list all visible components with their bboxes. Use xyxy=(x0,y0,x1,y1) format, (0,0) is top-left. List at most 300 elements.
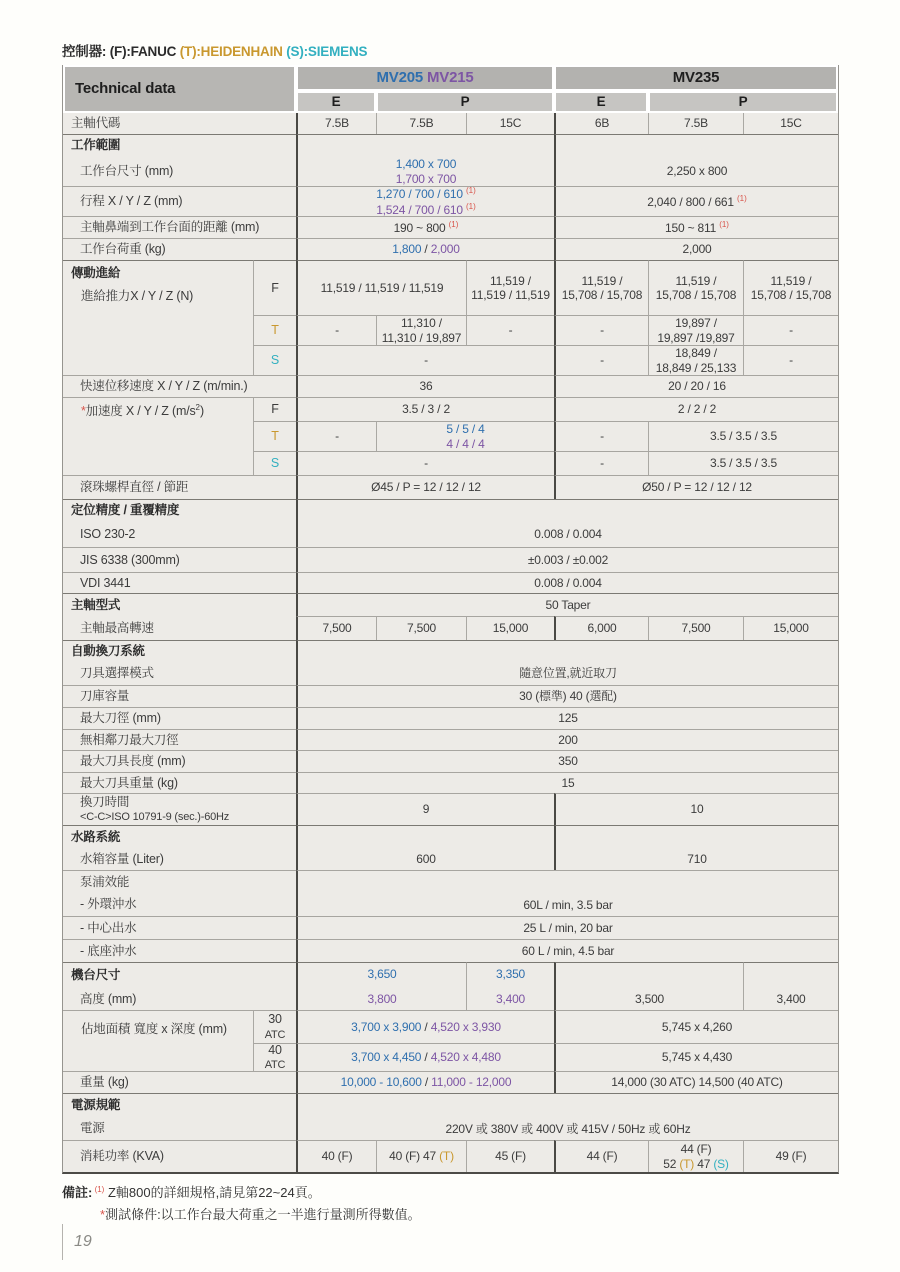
text-part: 3,800 xyxy=(367,991,397,1006)
text-part: 18,849 / 25,133 xyxy=(655,360,737,375)
text-part: 主軸型式 xyxy=(71,597,121,612)
text-part: (T) xyxy=(679,1156,695,1171)
text-part: 7,500 xyxy=(322,621,352,636)
text-part: MV215 xyxy=(423,69,474,87)
cell-line xyxy=(71,289,193,304)
sub-label xyxy=(253,1043,296,1071)
value-cell xyxy=(466,315,554,345)
text-part: 電源規範 xyxy=(71,1098,121,1113)
text-part: 5,745 x 4,430 xyxy=(661,1050,733,1065)
text-part: 2,000 xyxy=(682,242,712,257)
text-part: - xyxy=(600,429,604,444)
text-part: 10,000 - 10,600 xyxy=(340,1075,422,1090)
cell-line xyxy=(656,361,736,375)
value-cell xyxy=(296,451,554,475)
text-part: 25 L / min, 20 bar xyxy=(523,920,613,935)
text-part: 3,400 xyxy=(776,992,806,1007)
text-part: / xyxy=(421,1075,432,1090)
text-part: 44 (F) xyxy=(586,1149,618,1164)
footnotes xyxy=(62,1179,421,1226)
cell-line xyxy=(382,331,462,345)
text-part: JIS 6338 (300mm) xyxy=(80,552,180,567)
cell-line xyxy=(471,288,550,302)
text-part: 7.5B xyxy=(684,116,708,131)
gear-column-header xyxy=(648,91,838,113)
value-cell xyxy=(296,238,554,260)
text-part: (F):FANUC xyxy=(109,44,177,59)
text-part: 定位精度 / 重覆精度 xyxy=(71,503,180,518)
row-label xyxy=(63,475,296,499)
text-part: 最大刀徑 (mm) xyxy=(80,711,161,726)
text-part: 換刀時間 xyxy=(80,794,130,809)
value-cell xyxy=(743,962,838,1010)
text-part: F xyxy=(271,402,279,417)
text-part: 主軸最高轉速 xyxy=(80,620,154,635)
text-part: (1) xyxy=(466,201,476,211)
text-part: 3.5 / 3.5 / 3.5 xyxy=(709,429,778,444)
value-cell xyxy=(554,216,838,238)
text-part: 0.008 / 0.004 xyxy=(534,575,602,590)
sub-label xyxy=(253,397,296,421)
value-cell xyxy=(296,825,554,870)
text-part: 19,897 /19,897 xyxy=(657,330,735,345)
section-label xyxy=(63,825,296,848)
text-part: 無相鄰刀最大刀徑 xyxy=(80,732,179,747)
value-cell xyxy=(296,1010,554,1043)
section-label xyxy=(63,499,296,521)
row-label xyxy=(63,772,296,793)
value-cell xyxy=(296,572,838,593)
gear-column-header xyxy=(554,91,648,113)
text-part: / xyxy=(421,242,431,257)
cell-line xyxy=(392,242,459,256)
text-part: 15C xyxy=(499,116,522,131)
text-part: 3.5 / 3 / 2 xyxy=(402,402,450,417)
text-part: 15C xyxy=(780,116,802,131)
value-cell xyxy=(466,962,554,1010)
value-cell xyxy=(296,707,838,729)
text-part: 4 / 4 / 4 xyxy=(446,436,485,451)
row-label xyxy=(63,939,296,962)
text-part: 40 (F) xyxy=(321,1149,353,1164)
cell-line xyxy=(496,992,525,1006)
value-cell xyxy=(554,1010,838,1043)
text-part: 15,708 / 15,708 xyxy=(750,288,832,302)
text-part: 15 xyxy=(561,775,575,790)
value-cell xyxy=(296,397,554,421)
row-label xyxy=(63,661,296,685)
value-cell xyxy=(296,870,838,916)
text-part: E xyxy=(596,94,606,110)
text-part: 11,519 / xyxy=(770,273,812,288)
value-cell xyxy=(296,793,554,825)
row-label xyxy=(63,113,296,134)
text-part: - xyxy=(789,323,793,338)
text-part: ±0.003 / ±0.002 xyxy=(527,552,609,567)
row-label xyxy=(63,793,296,825)
gear-column-header xyxy=(296,91,376,113)
text-part: 行程 X / Y / Z (mm) xyxy=(80,194,183,209)
text-part: 6,000 xyxy=(587,621,617,636)
cell-line xyxy=(389,1149,454,1163)
value-cell xyxy=(554,113,648,134)
text-part: 49 (F) xyxy=(775,1149,807,1164)
text-part: 主軸代碼 xyxy=(71,116,121,131)
text-part: 1,270 / 700 / 610 xyxy=(376,187,467,202)
text-part: 備註: xyxy=(62,1185,93,1200)
model-header xyxy=(296,65,554,91)
section-label xyxy=(63,1093,296,1117)
text-part: 2,250 x 800 xyxy=(666,164,728,179)
text-part: MV235 xyxy=(672,69,720,87)
value-cell xyxy=(296,772,838,793)
value-cell xyxy=(296,421,376,451)
text-part: 52 xyxy=(663,1156,680,1171)
row-label xyxy=(63,988,296,1010)
value-cell xyxy=(296,499,838,547)
row-label xyxy=(63,156,296,186)
row-label xyxy=(63,729,296,750)
text-part: 2 / 2 / 2 xyxy=(677,402,717,417)
value-cell xyxy=(296,729,838,750)
text-part: (1) xyxy=(448,219,459,229)
value-cell xyxy=(648,113,743,134)
text-part: 11,519 / 11,519 xyxy=(471,288,550,302)
sub-label xyxy=(253,1010,296,1043)
cell-line xyxy=(751,288,831,302)
value-cell xyxy=(648,1140,743,1172)
cell-line xyxy=(676,274,717,288)
cell-line xyxy=(80,795,129,810)
value-cell xyxy=(296,939,838,962)
text-part: 60 L / min, 4.5 bar xyxy=(521,943,615,958)
technical-data-table xyxy=(62,65,839,1174)
sub-label xyxy=(253,315,296,345)
cell-line xyxy=(657,331,734,345)
sub-label xyxy=(253,421,296,451)
text-part: MV205 xyxy=(376,69,424,87)
text-part: 220V 或 380V 或 400V 或 415V / 50Hz 或 60Hz xyxy=(445,1121,691,1136)
text-part: 5 / 5 / 4 xyxy=(446,422,485,437)
value-cell xyxy=(296,1093,838,1140)
gear-column-header xyxy=(376,91,554,113)
text-part: 18,849 / xyxy=(675,346,717,361)
text-part: 7,500 xyxy=(406,621,437,636)
text-part: 2,040 / 800 / 661 xyxy=(647,194,738,209)
value-cell xyxy=(296,260,466,315)
text-part: - xyxy=(789,353,793,368)
text-part: 15,000 xyxy=(773,621,809,636)
text-part: 3,350 xyxy=(495,967,526,982)
text-part: F xyxy=(271,280,279,295)
text-part: 1,400 x 700 xyxy=(395,157,457,172)
cell-line xyxy=(771,274,812,288)
text-part: (S):SIEMENS xyxy=(282,44,368,59)
text-part: 15,000 xyxy=(492,621,529,636)
cell-line xyxy=(376,202,476,217)
value-cell xyxy=(554,825,838,870)
cell-line xyxy=(675,316,717,330)
text-part: * xyxy=(100,1207,106,1222)
value-cell xyxy=(296,962,466,1010)
text-part: 佔地面積 寬度 x 深度 (mm) xyxy=(81,1022,227,1036)
text-part: / xyxy=(421,1050,431,1065)
text-part: / xyxy=(421,1019,431,1034)
cell-line xyxy=(351,1020,501,1034)
text-part: 3,400 xyxy=(495,991,526,1006)
text-part: S xyxy=(270,353,280,368)
text-part: 190 ~ 800 xyxy=(393,220,449,235)
text-part: E xyxy=(331,94,341,110)
text-part: 快速位移速度 X / Y / Z (m/min.) xyxy=(80,379,248,394)
text-part: 350 xyxy=(558,754,578,769)
text-part: 7.5B xyxy=(325,116,349,131)
text-part: 高度 (mm) xyxy=(80,991,137,1006)
row-label xyxy=(63,893,296,916)
text-part: 重量 (kg) xyxy=(80,1075,129,1090)
cell-line xyxy=(351,1050,501,1064)
text-part: T xyxy=(271,323,279,338)
value-cell xyxy=(296,547,838,572)
text-part: Ø50 / P = 12 / 12 / 12 xyxy=(642,480,752,495)
text-part: 150 ~ 811 xyxy=(665,220,720,235)
text-part: 控制器: xyxy=(62,44,110,59)
text-part: 刀具選擇模式 xyxy=(80,665,154,680)
text-part: 125 xyxy=(558,711,578,726)
text-part: 2 xyxy=(195,403,200,412)
text-part: 4,520 x 4,480 xyxy=(430,1050,501,1065)
page-number xyxy=(62,1224,92,1260)
text-part: - 底座沖水 xyxy=(80,943,137,958)
value-cell xyxy=(554,315,648,345)
row-label xyxy=(63,521,296,547)
value-cell xyxy=(554,616,648,640)
cell-line xyxy=(656,288,736,302)
text-part: 1,524 / 700 / 610 xyxy=(376,202,467,217)
cell-line xyxy=(496,967,525,981)
cell-line xyxy=(71,403,204,419)
page-number-value: 19 xyxy=(74,1233,92,1250)
text-part: Z軸800的詳細規格,請見第22~24頁。 xyxy=(104,1185,321,1200)
text-part: - xyxy=(600,353,604,368)
value-cell xyxy=(296,1071,554,1093)
cell-line xyxy=(367,967,396,981)
row-label xyxy=(63,1071,296,1093)
value-cell xyxy=(554,186,838,216)
cell-line xyxy=(446,422,484,436)
text-part: 工作範圍 xyxy=(71,138,121,153)
value-cell xyxy=(554,345,648,375)
cell-line xyxy=(401,316,442,330)
text-part: 15,708 / 15,708 xyxy=(655,288,737,302)
cell-line xyxy=(71,266,120,281)
value-cell xyxy=(376,1140,466,1172)
text-part: VDI 3441 xyxy=(80,575,131,590)
value-cell xyxy=(296,113,376,134)
cell-line xyxy=(562,288,642,302)
cell-line xyxy=(681,1142,712,1156)
text-part: 最大刀具長度 (mm) xyxy=(80,754,186,769)
text-part: 機台尺寸 xyxy=(71,968,121,983)
sub-label xyxy=(253,451,296,475)
cell-line xyxy=(663,1157,728,1171)
text-part: 3.5 / 3.5 / 3.5 xyxy=(709,456,778,471)
text-part: - xyxy=(335,429,339,444)
text-part: P xyxy=(738,94,748,110)
text-part: (S) xyxy=(713,1156,729,1171)
text-part: ATC xyxy=(264,1059,286,1072)
row-label xyxy=(63,397,253,475)
section-label xyxy=(63,962,296,988)
cell-line xyxy=(367,992,396,1006)
value-cell xyxy=(554,451,648,475)
text-part: 3,700 x 4,450 xyxy=(351,1050,422,1065)
value-cell xyxy=(554,1071,838,1093)
text-part: 3,650 xyxy=(367,967,397,982)
text-part: (1) xyxy=(92,1185,105,1194)
value-cell xyxy=(296,345,554,375)
text-part: 15,708 / 15,708 xyxy=(561,288,643,302)
cell-line xyxy=(268,1043,282,1058)
text-part: 30 (標準) 40 (選配) xyxy=(519,689,617,704)
row-label xyxy=(63,1140,296,1172)
cell-line xyxy=(446,437,484,451)
text-part: 11,310 / xyxy=(401,316,442,331)
row-label xyxy=(63,1117,296,1140)
value-cell xyxy=(554,260,648,315)
text-part: (1) xyxy=(466,186,476,196)
text-part: 40 (F) 47 xyxy=(389,1149,440,1164)
value-cell xyxy=(554,962,743,1010)
value-cell xyxy=(743,616,838,640)
text-part: - xyxy=(600,456,604,471)
cell-line xyxy=(341,1075,512,1089)
value-cell xyxy=(296,616,376,640)
value-cell xyxy=(296,375,554,397)
sub-label xyxy=(253,345,296,375)
text-part: ATC xyxy=(264,1028,286,1041)
text-part: 消耗功率 (KVA) xyxy=(80,1149,164,1164)
text-part: 60L / min, 3.5 bar xyxy=(523,897,613,912)
text-part: 11,000 - 12,000 xyxy=(431,1075,512,1090)
text-part: 710 xyxy=(687,852,707,867)
cell-line xyxy=(647,194,747,209)
value-cell xyxy=(743,260,838,315)
text-part: 200 xyxy=(558,732,578,747)
value-cell xyxy=(743,1140,838,1172)
cell-line xyxy=(376,69,473,87)
text-part: 工作台尺寸 (mm) xyxy=(80,163,174,178)
page-number-rule xyxy=(62,1224,63,1260)
value-cell xyxy=(743,113,838,134)
row-label xyxy=(63,870,296,893)
text-part: 工作台荷重 (kg) xyxy=(80,242,166,257)
value-cell xyxy=(554,421,648,451)
value-cell xyxy=(296,685,838,707)
text-part: 11,519 / xyxy=(675,273,717,288)
cell-line xyxy=(396,172,457,186)
text-part: 44 (F) xyxy=(680,1142,712,1157)
text-part: (1) xyxy=(719,219,729,229)
row-label xyxy=(63,848,296,870)
text-part: 電源 xyxy=(80,1121,105,1136)
value-cell xyxy=(376,616,466,640)
row-label xyxy=(63,375,296,397)
text-part: 47 xyxy=(694,1156,714,1171)
footnote-line xyxy=(62,1204,421,1226)
cell-line xyxy=(675,346,717,360)
text-part: 9 xyxy=(422,802,430,817)
text-part: 3,500 xyxy=(634,992,665,1007)
text-part: (1) xyxy=(737,193,747,203)
value-cell xyxy=(296,1043,554,1071)
text-part: 測試條件:以工作台最大荷重之一半進行量測所得數值。 xyxy=(105,1207,421,1222)
text-part: 1,700 x 700 xyxy=(395,171,457,186)
text-part: 11,310 / 19,897 xyxy=(381,330,462,345)
value-cell xyxy=(466,113,554,134)
technical-data-header xyxy=(63,65,296,113)
text-part: 11,519 / xyxy=(490,273,531,288)
text-part: 19,897 / xyxy=(675,316,717,331)
value-cell xyxy=(554,475,838,499)
text-part: - 中心出水 xyxy=(80,920,137,935)
row-label xyxy=(63,572,296,593)
text-part: 10 xyxy=(690,802,704,817)
text-part: - xyxy=(335,323,339,338)
text-part: 泵浦效能 xyxy=(80,874,130,889)
text-part: ISO 230-2 xyxy=(80,526,136,541)
text-part: - 外環沖水 xyxy=(80,897,137,912)
text-part: 進給推力X / Y / Z (N) xyxy=(81,288,194,303)
cell-line xyxy=(71,1022,227,1037)
text-part: 隨意位置,就近取刀 xyxy=(519,666,617,681)
value-cell xyxy=(466,1140,554,1172)
value-cell xyxy=(648,451,838,475)
value-cell xyxy=(648,315,743,345)
row-label xyxy=(63,216,296,238)
cell-line xyxy=(582,274,623,288)
row-label xyxy=(63,547,296,572)
text-part: 30 xyxy=(268,1012,282,1027)
cell-line xyxy=(268,1012,282,1027)
text-part: 7,500 xyxy=(681,621,711,636)
controller-legend xyxy=(62,40,367,60)
value-cell xyxy=(376,315,466,345)
text-part: 40 xyxy=(268,1042,282,1057)
text-part: 主軸鼻端到工作台面的距離 (mm) xyxy=(80,220,260,235)
row-label xyxy=(63,238,296,260)
text-part: 水路系統 xyxy=(71,829,121,844)
row-label xyxy=(63,750,296,772)
text-part: 滾珠螺桿直徑 / 節距 xyxy=(80,480,189,495)
value-cell xyxy=(376,421,554,451)
text-part: 50 Taper xyxy=(545,597,591,612)
text-part: T xyxy=(271,429,279,444)
sub-label xyxy=(253,260,296,315)
value-cell xyxy=(743,315,838,345)
text-part: - xyxy=(424,456,428,471)
cell-line xyxy=(265,1027,286,1042)
value-cell xyxy=(466,616,554,640)
text-part: 刀庫容量 xyxy=(80,689,130,704)
value-cell xyxy=(554,397,838,421)
value-cell xyxy=(466,260,554,315)
text-part: <C-C>ISO 10791-9 (sec.)-60Hz xyxy=(80,811,230,824)
text-part: P xyxy=(460,94,470,110)
text-part: 3,700 x 3,900 xyxy=(351,1019,422,1034)
text-part: 1,800 xyxy=(392,242,422,257)
cell-line xyxy=(376,186,476,201)
